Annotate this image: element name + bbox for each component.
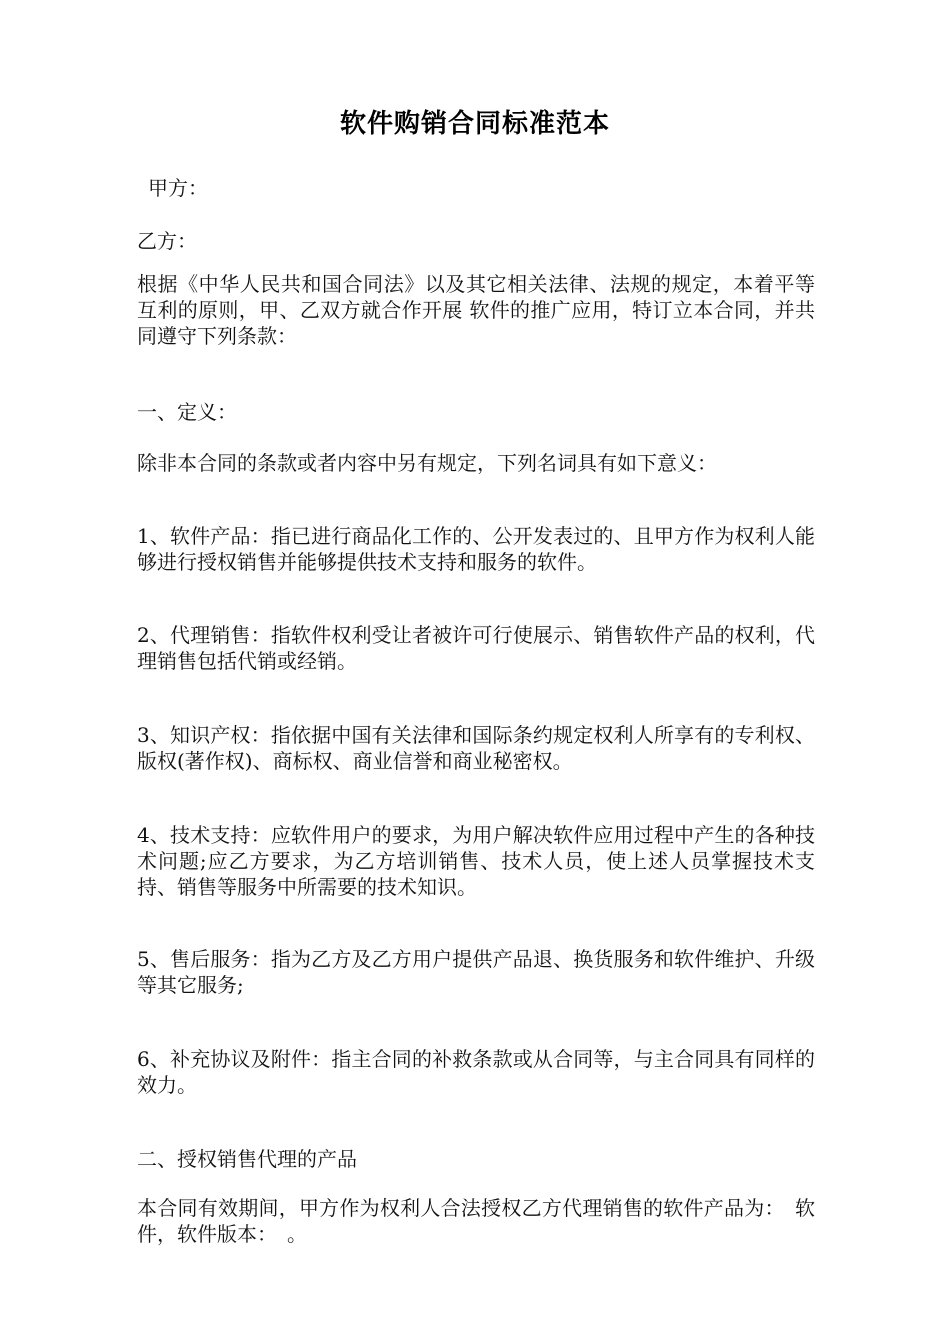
- party-a-label: 甲方：: [148, 176, 208, 200]
- section-1-heading: 一、定义：: [137, 400, 237, 424]
- section-1-intro: 除非本合同的条款或者内容中另有规定，下列名词具有如下意义：: [137, 451, 717, 475]
- section-2-text: 本合同有效期间，甲方作为权利人合法授权乙方代理销售的软件产品为： 软件，软件版本： 。: [137, 1196, 815, 1246]
- definition-5: 5、售后服务：指为乙方及乙方用户提供产品退、换货服务和软件维护、升级等其它服务;: [137, 947, 815, 997]
- definition-6: 6、补充协议及附件：指主合同的补救条款或从合同等，与主合同具有同样的效力。: [137, 1047, 815, 1097]
- document-title: 软件购销合同标准范本: [339, 109, 610, 139]
- party-b-label: 乙方：: [137, 229, 197, 253]
- definition-2: 2、代理销售：指软件权利受让者被许可行使展示、销售软件产品的权利，代理销售包括代销或经销。: [137, 623, 815, 673]
- definition-1: 1、软件产品：指已进行商品化工作的、公开发表过的、且甲方作为权利人能够进行授权销售并能够提供技术支持和服务的软件。: [137, 524, 815, 574]
- definition-4: 4、技术支持：应软件用户的要求，为用户解决软件应用过程中产生的各种技术问题;应乙方要求，为乙方培训销售、技术人员，使上述人员掌握技术支持、销售等服务中所需要的技术知识。: [137, 823, 815, 899]
- section-2-heading: 二、授权销售代理的产品: [137, 1147, 357, 1171]
- preamble-paragraph: 根据《中华人民共和国合同法》以及其它相关法律、法规的规定，本着平等互利的原则，甲、乙双方就合作开展 软件的推广应用，特订立本合同，并共同遵守下列条款：: [137, 272, 815, 348]
- definition-3: 3、知识产权：指依据中国有关法律和国际条约规定权利人所享有的专利权、版权(著作权)、商标权、商业信誉和商业秘密权。: [137, 723, 815, 773]
